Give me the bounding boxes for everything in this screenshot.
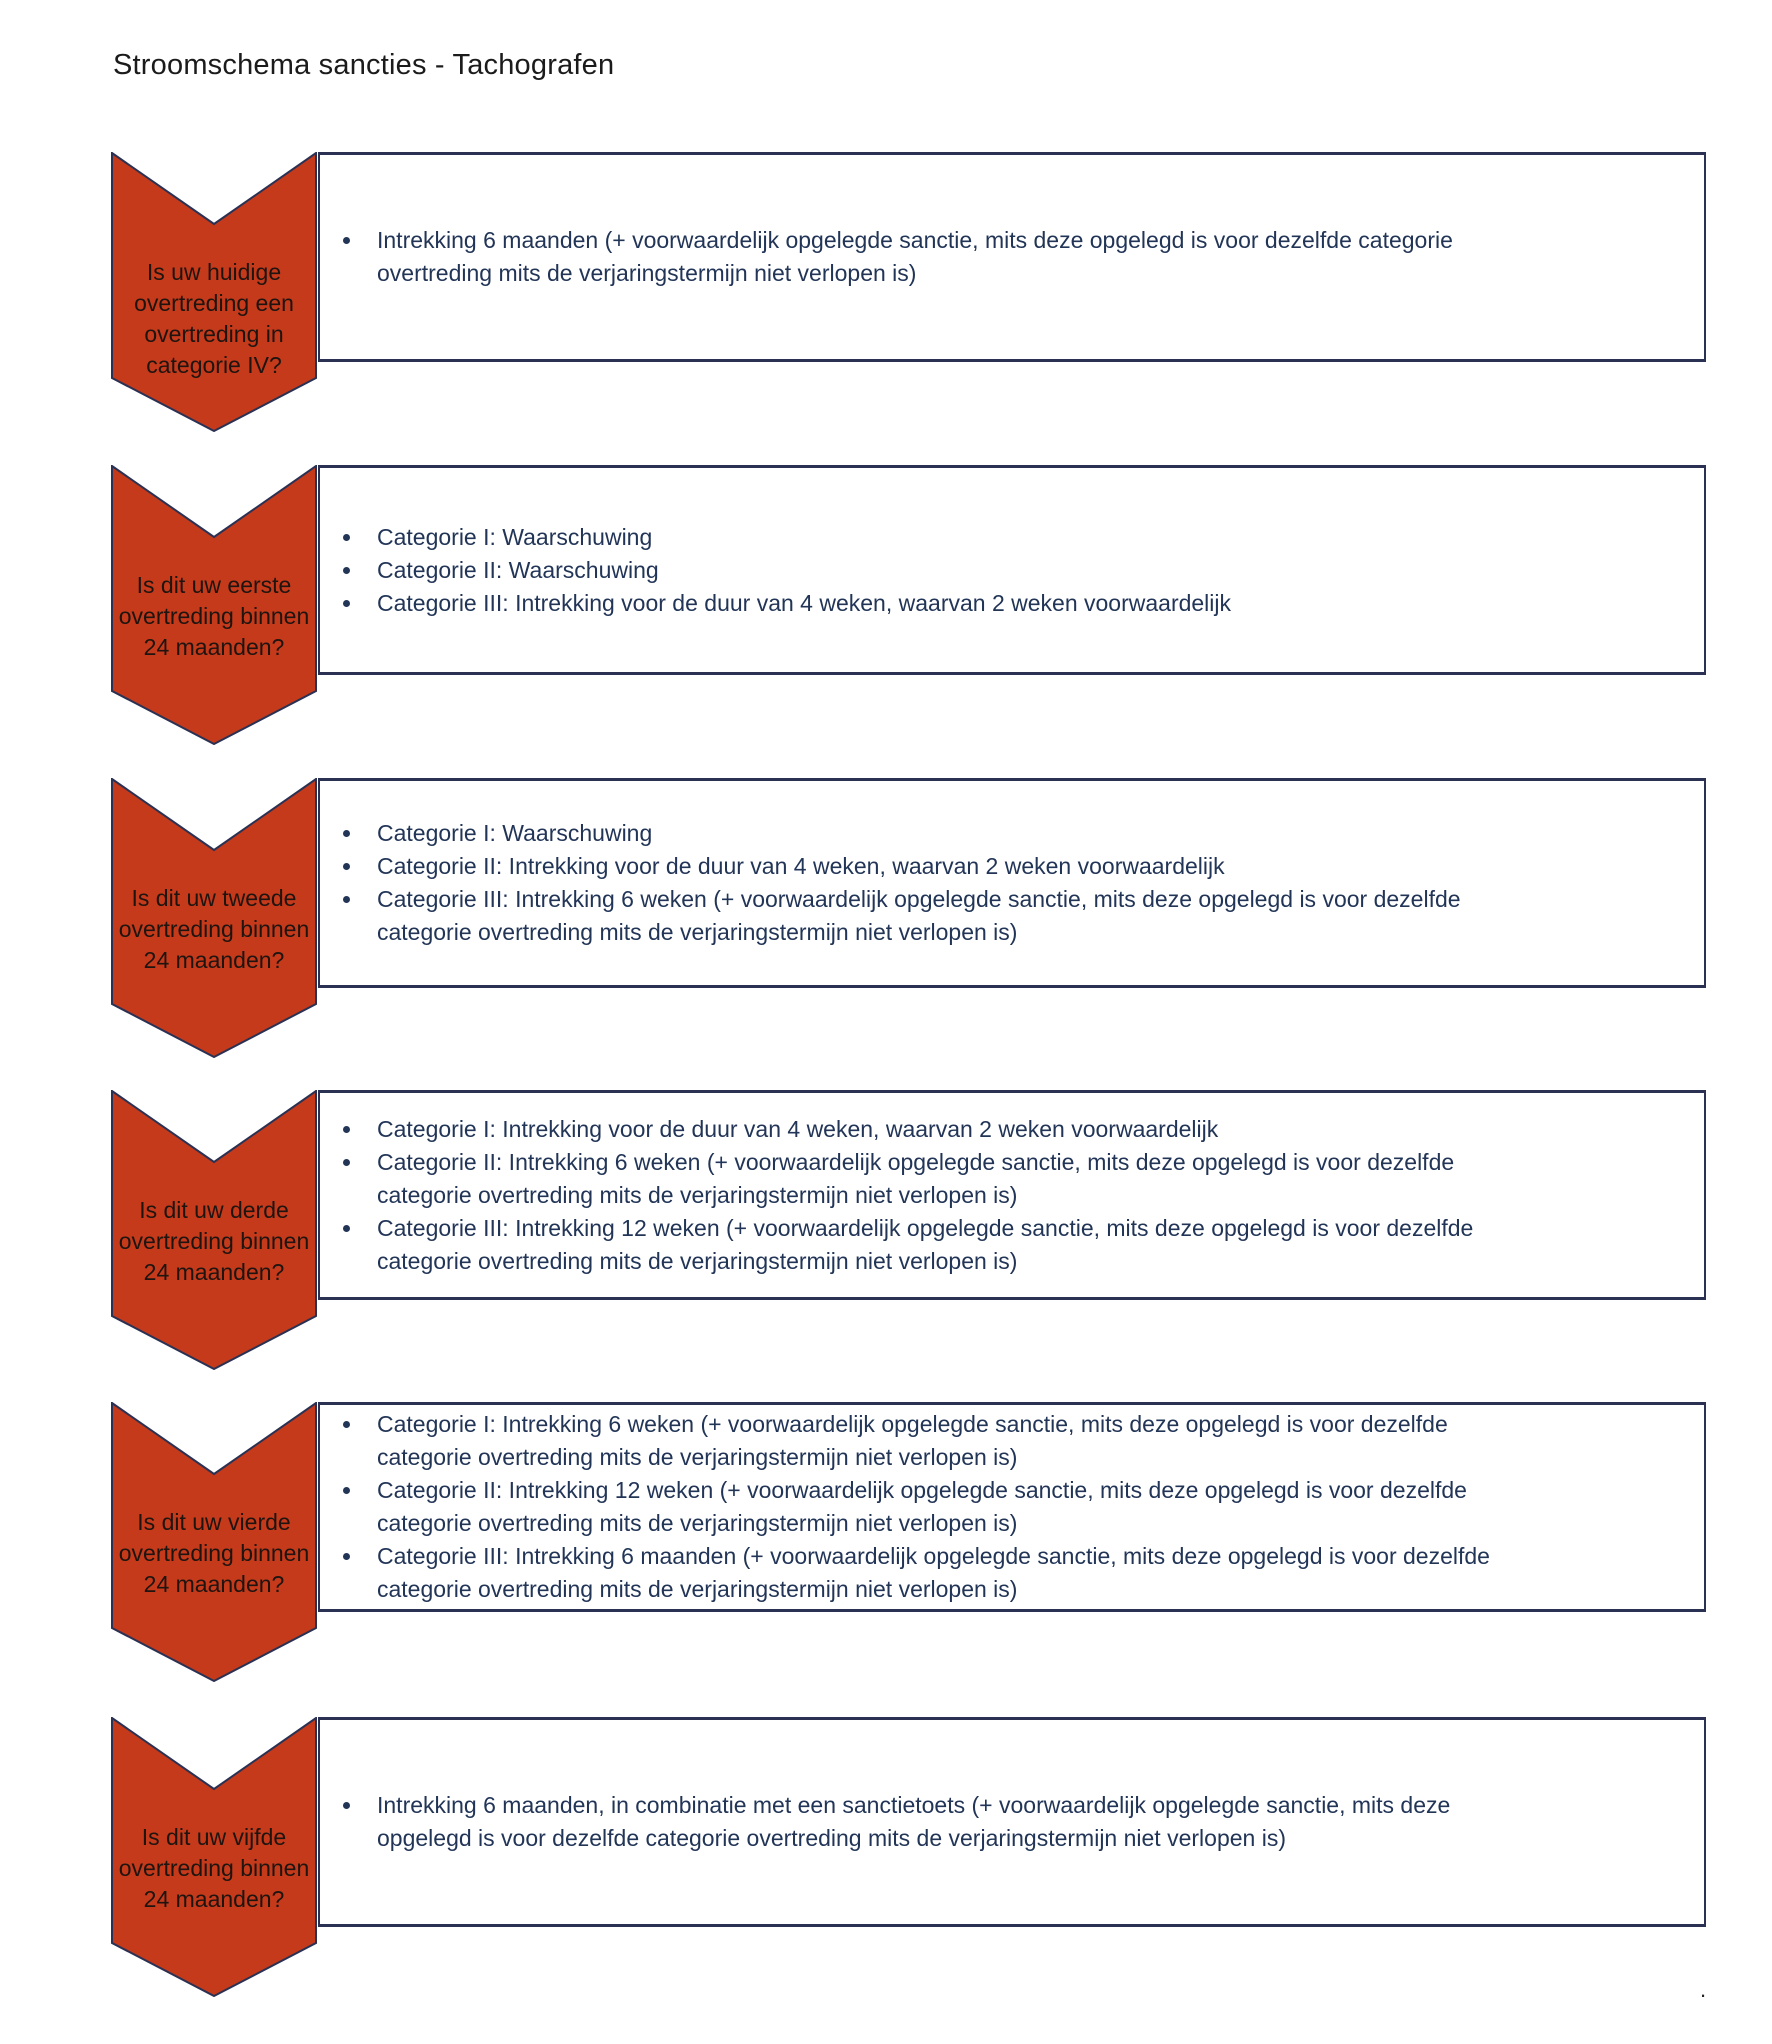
sanction-box — [318, 1090, 1706, 1300]
page-title: Stroomschema sancties - Tachografen — [113, 49, 615, 81]
sanction-item: Categorie II: Intrekking voor de duur van 4 weken, waarvan 2 weken voorwaardelijk — [320, 850, 1527, 883]
sanction-item: Categorie II: Intrekking 6 weken (+ voorwaardelijk opgelegde sanctie, mits deze opgelegd is voor dezelfde categorie overtreding mits de verjaringstermijn niet verlopen is) — [320, 1146, 1527, 1212]
sanction-item: Categorie II: Waarschuwing — [320, 554, 1527, 587]
sanction-box — [318, 1717, 1706, 1927]
sanction-box — [318, 152, 1706, 362]
sanction-box — [318, 1402, 1706, 1612]
sanction-item: Categorie III: Intrekking 6 maanden (+ voorwaardelijk opgelegde sanctie, mits deze opgelegd is voor dezelfde categorie overtreding mits de verjaringstermijn niet verlopen is) — [320, 1540, 1527, 1606]
question-text: Is dit uw eerste overtreding binnen 24 maanden? — [118, 572, 310, 660]
sanction-item: Categorie I: Intrekking 6 weken (+ voorwaardelijk opgelegde sanctie, mits deze opgelegd is voor dezelfde categorie overtreding mits de verjaringstermijn niet verlopen is) — [320, 1408, 1527, 1474]
sanction-item: Intrekking 6 maanden (+ voorwaardelijk opgelegde sanctie, mits deze opgelegd is voor dezelfde categorie overtreding mits de verjaringstermijn niet verlopen is) — [320, 224, 1527, 290]
question-text: Is dit uw derde overtreding binnen 24 maanden? — [118, 1197, 310, 1285]
question-arrow — [111, 1402, 317, 1682]
flow-section-4 — [0, 1090, 1772, 1370]
sanction-box — [318, 465, 1706, 675]
sanction-item: Intrekking 6 maanden, in combinatie met een sanctietoets (+ voorwaardelijk opgelegde sanctie, mits deze opgelegd is voor dezelfde categorie overtreding mits de verjaringstermijn niet verlopen is) — [320, 1789, 1527, 1855]
sanction-item: Categorie III: Intrekking 12 weken (+ voorwaardelijk opgelegde sanctie, mits deze opgelegd is voor dezelfde categorie overtreding mits de verjaringstermijn niet verlopen is) — [320, 1212, 1527, 1278]
sanction-item: Categorie I: Waarschuwing — [320, 521, 1527, 554]
question-text: Is uw huidige overtreding een overtreding in categorie IV? — [134, 259, 294, 378]
sanction-item: Categorie I: Intrekking voor de duur van 4 weken, waarvan 2 weken voorwaardelijk — [320, 1113, 1527, 1146]
page-end-dot: . — [1700, 1977, 1707, 2002]
question-text: Is dit uw tweede overtreding binnen 24 maanden? — [118, 885, 310, 973]
question-arrow — [111, 778, 317, 1058]
question-arrow — [111, 1090, 317, 1370]
flow-section-3 — [0, 778, 1772, 1058]
sanction-item: Categorie II: Intrekking 12 weken (+ voorwaardelijk opgelegde sanctie, mits deze opgelegd is voor dezelfde categorie overtreding mits de verjaringstermijn niet verlopen is) — [320, 1474, 1527, 1540]
question-arrow — [111, 1717, 317, 1997]
question-text: Is dit uw vijfde overtreding binnen 24 maanden? — [118, 1824, 310, 1912]
question-arrow — [111, 465, 317, 745]
sanction-item: Categorie I: Waarschuwing — [320, 817, 1527, 850]
sanction-list — [320, 1408, 1704, 1606]
sanction-list — [320, 1789, 1704, 1855]
flow-section-6 — [0, 1717, 1772, 1997]
flow-section-1 — [0, 152, 1772, 432]
sanction-item: Categorie III: Intrekking voor de duur van 4 weken, waarvan 2 weken voorwaardelijk — [320, 587, 1527, 620]
sanction-box — [318, 778, 1706, 988]
sanction-list — [320, 1113, 1704, 1278]
sanction-item: Categorie III: Intrekking 6 weken (+ voorwaardelijk opgelegde sanctie, mits deze opgelegd is voor dezelfde categorie overtreding mits de verjaringstermijn niet verlopen is) — [320, 883, 1527, 949]
question-arrow — [111, 152, 317, 432]
sanction-list — [320, 521, 1704, 620]
question-text: Is dit uw vierde overtreding binnen 24 maanden? — [118, 1509, 310, 1597]
sanction-list — [320, 224, 1704, 290]
flow-section-5 — [0, 1402, 1772, 1682]
flow-section-2 — [0, 465, 1772, 745]
sanction-list — [320, 817, 1704, 949]
